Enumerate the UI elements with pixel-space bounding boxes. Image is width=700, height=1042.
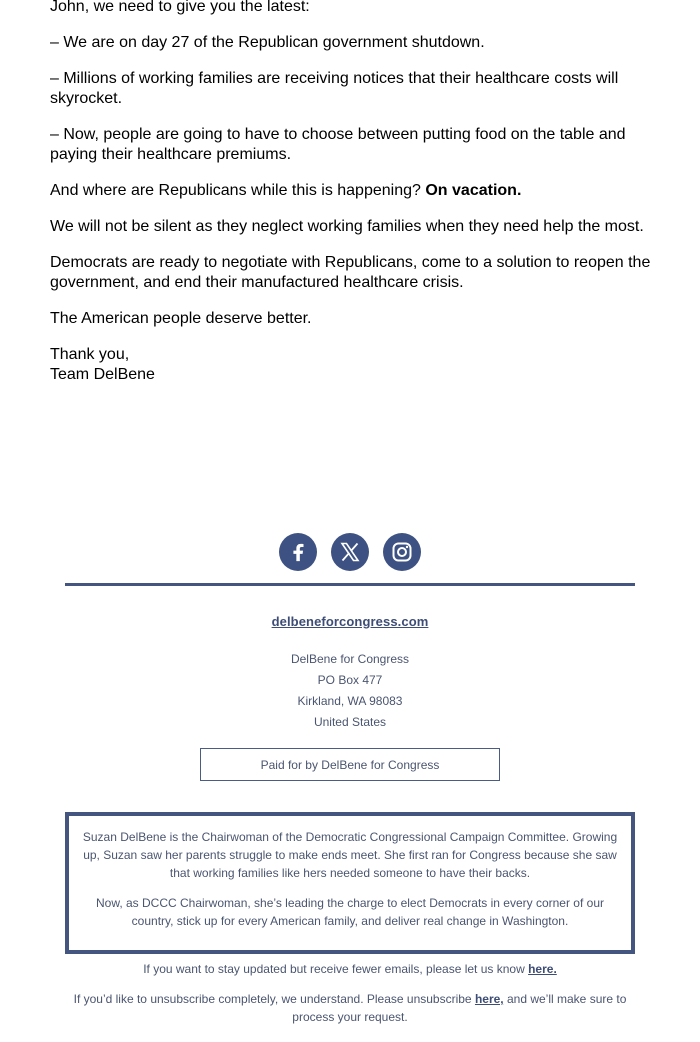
signoff-block [50,345,660,385]
instagram-button[interactable] [383,533,421,571]
paid-for-text: Paid for by DelBene for Congress [260,757,440,772]
footer-divider [65,583,635,586]
statement-not-silent: We will not be silent as they neglect working families when they need help the most. [50,218,644,235]
instagram-icon [390,540,414,564]
bullet-choose: – Now, people are going to have to choose between putting food on the table and paying their healthcare premiums. [50,126,626,163]
statement-negotiate: Democrats are ready to negotiate with Republicans, come to a solution to reopen the government, and end their manufactured healthcare crisis. [50,254,651,291]
email-footer [65,533,635,954]
unsubscribe-link[interactable]: here, [474,992,504,1006]
bio-paragraph-2: Now, as DCCC Chairwoman, she’s leading the charge to elect Democrats in every corner of our country, stick up for every American family, and deliver real change in Washington. [95,896,604,928]
bio-paragraph-1: Suzan DelBene is the Chairwoman of the Democratic Congressional Campaign Committee. Growing up, Suzan saw her parents struggle to make ends meet. She first ran for Congress because she saw that working families like hers needed someone to have their backs. [82,830,618,880]
x-button[interactable] [331,533,369,571]
fewer-emails-text: If you want to stay updated but receive fewer emails, please let us know [143,962,525,976]
x-icon [338,540,362,564]
mailing-address [65,649,635,733]
fewer-emails-note [65,960,635,978]
facebook-icon [287,541,309,563]
bullet-healthcare-costs: – Millions of working families are receiving notices that their healthcare costs will skyrocket. [50,70,619,107]
org-name: DelBene for Congress [290,652,410,666]
question-emphasis: On vacation. [425,182,522,199]
unsubscribe-text-before: If you’d like to unsubscribe completely, we understand. Please unsubscribe [73,992,472,1006]
question-paragraph [50,181,660,201]
unsubscribe-note [65,990,635,1026]
fewer-emails-link[interactable]: here. [528,962,557,976]
statement-deserve-better: The American people deserve better. [50,310,312,327]
social-links [65,533,635,571]
city-state-zip: Kirkland, WA 98083 [297,694,403,708]
facebook-button[interactable] [279,533,317,571]
bio-box [65,812,635,954]
question-text: And where are Republicans while this is happening? [50,182,421,199]
greeting: John, we need to give you the latest: [50,0,310,15]
country: United States [313,715,387,729]
bullet-shutdown: – We are on day 27 of the Republican government shutdown. [50,34,485,51]
unsubscribe-text-after: and we’ll make sure to process your request. [292,992,627,1024]
email-body [50,0,660,401]
paid-for-disclaimer [200,748,500,781]
signoff: Thank you, [50,346,130,363]
website-link[interactable]: delbeneforcongress.com [271,614,429,629]
po-box: PO Box 477 [317,673,383,687]
signature: Team DelBene [50,366,155,383]
